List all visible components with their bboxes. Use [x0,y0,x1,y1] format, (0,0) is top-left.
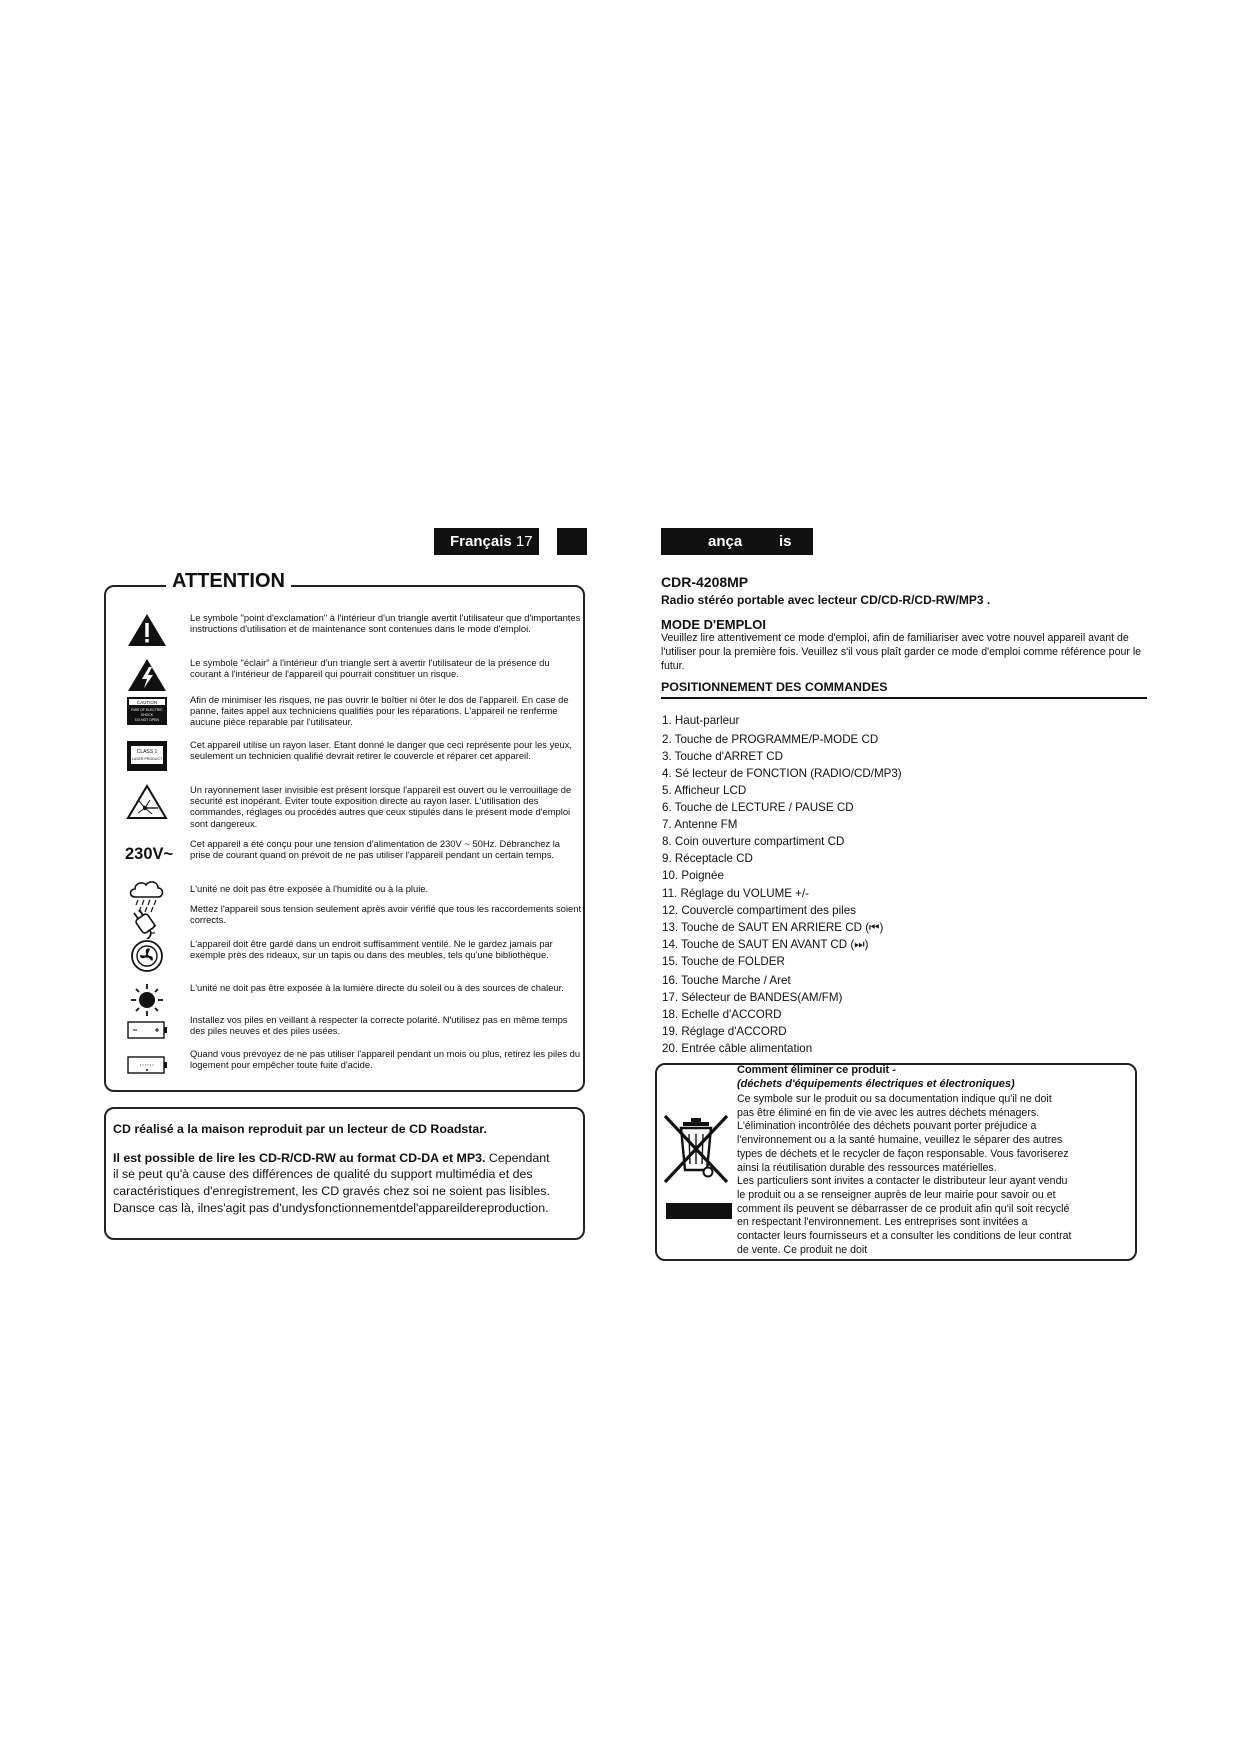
attention-title: ATTENTION [166,570,291,593]
page-number: 17 [515,533,533,550]
control-list-item: 9. Réceptacle CD [662,852,753,865]
recycling-line: de vente. Ce produit ne doit [737,1243,868,1256]
attention-item [126,694,582,734]
sun-icon [126,982,168,1018]
attention-item-text: Installez vos piles en veillant à respecter la correcte polarité. N'utilisez pas en même temps des piles neuves et des piles usées. [190,1014,568,1037]
control-list-item: 14. Touche de SAUT EN AVANT CD (⏭) [662,938,869,951]
language-label-fragment-a: ança [708,533,743,550]
attention-item [126,903,582,943]
control-list-item: 8. Coin ouverture compartiment CD [662,835,845,848]
voltage-230v-icon: 230V~ [125,845,174,863]
recycling-line: L'élimination incontrôlée des déchets pouvant porter préjudice a [737,1120,1037,1133]
language-label: Français [450,533,512,550]
header-tab-left [434,528,539,555]
cd-info-bold: Il est possible de lire les CD-R/CD-RW au format CD-DA et MP3. [113,1151,486,1165]
caution-label-line: DO NOT OPEN [135,718,159,722]
recycling-line: en respectant l'environnement. Les entreprises sont invitées a [737,1216,1028,1229]
attention-item-text: L'appareil doit être gardé dans un endroit suffisamment ventilé. Ne le gardez jamais par exemple près des rideaux, sur un tapis ou dans des meubles, tels qu'une bibliothèque. [190,938,553,961]
attention-item-text: L'unité ne doit pas être exposée à la lumière directe du soleil ou à des sources de chaleur. [190,982,564,993]
control-list-item: 15. Touche de FOLDER [662,955,785,968]
caution-label-icon [126,694,168,730]
control-list-item: 11. Réglage du VOLUME +/- [662,887,810,900]
positions-underline [661,697,1147,699]
control-list-item: 5. Afficheur LCD [662,784,747,797]
attention-item [126,784,582,829]
attention-item-text: Un rayonnement laser invisible est présent lorsque l'appareil est ouvert ou le verrouillage de sécurité est inopérant. Eviter toute exposition directe au rayon laser. L'utilisation des commandes, réglages ou procédés autres que ceux stipulés dans le présent mode d'emploi sont dangereux. [190,784,572,829]
attention-item [126,657,582,697]
attention-item [126,1048,582,1088]
crossed-bin-icon [661,1112,731,1186]
control-list-item: 3. Touche d'ARRET CD [662,750,783,763]
recycling-line: types de déchets et le recycler de façon responsable. Vous favoriserez [737,1147,1069,1160]
control-list-item: 2. Touche de PROGRAMME/P-MODE CD [662,733,879,746]
caution-label-line: RISK OF ELECTRIC [131,708,163,712]
recycling-subtitle: (déchets d'équipements électriques et électroniques) [737,1078,1015,1090]
attention-item [126,838,582,878]
attention-item [126,938,582,978]
attention-item-text: Mettez l'appareil sous tension seulement après avoir vérifié que tous les raccordements soient corrects. [190,903,582,926]
header-black-square [557,528,587,555]
plug-icon [126,903,168,939]
cd-info-line: Dansce cas là, ilnes'agit pas d'undysfonctionnementdel'appareildereproduction. [113,1201,549,1215]
control-list-item: 12. Couvercle compartiment des piles [662,904,856,917]
attention-item-text: Afin de minimiser les risques, ne pas ouvrir le boîtier ni ôter le dos de l'appareil. En case de panne, faites appel aux techniciens qualifiés pour les réparations. L'appareil ne renferme aucune pièce reparable par l'utilisateur. [190,694,569,728]
control-list-item: 13. Touche de SAUT EN ARRIERE CD (⏮) [662,921,884,934]
cd-info-tail: Cependant [485,1151,550,1165]
control-list-item: 7. Antenne FM [662,818,738,831]
recycling-line: contacter leurs fournisseurs et a consulter les conditions de leur contrat [737,1230,1072,1243]
cd-info-line: il se peut qu'à cause des différences de qualité du support multimédia et des [113,1167,533,1181]
positions-heading: POSITIONNEMENT DES COMMANDES [661,680,888,694]
control-list-item: 20. Entrée câble alimentation [662,1042,813,1055]
caution-label-line: SHOCK [140,713,154,717]
control-list-item: 10. Poignée [662,869,724,882]
attention-item [126,612,582,652]
recycling-line: le produit ou a se renseigner auprès de leur mairie pour savoir ou et [737,1188,1056,1201]
weee-black-bar [666,1203,732,1219]
exclamation-triangle-icon [126,612,168,648]
product-subtitle: Radio stéréo portable avec lecteur CD/CD-R/CD-RW/MP3 . [661,593,991,607]
caution-label-line: CAUTION [136,700,158,705]
attention-item-text: Le symbole "éclair" à l'intérieur d'un triangle sert à avertir l'utilisateur de la présence du courant à l'intérieur de l'appareil qui pourrait constituer un risque. [190,657,550,680]
cd-info-line [113,1150,579,1166]
cd-info-title: CD réalisé a la maison reproduit par un lecteur de CD Roadstar. [113,1122,487,1136]
lightning-triangle-icon [126,657,168,693]
laser-warning-icon [126,784,168,820]
attention-item-text: Le symbole "point d'exclamation" à l'intérieur d'un triangle avertit l'utilisateur que d'importantes instructions d'utilisation et de maintenance sont contenues dans le mode d'emploi. [190,612,581,635]
mode-emploi-heading: MODE D'EMPLOI [661,617,766,632]
control-list-item: 4. Sé lecteur de FONCTION (RADIO/CD/MP3) [662,767,902,780]
recycling-line: comment ils peuvent se débarrasser de ce produit afin qu'il soit recyclé [737,1202,1070,1215]
attention-item-text: Quand vous prévoyez de ne pas utiliser l'appareil pendant un mois ou plus, retirez les piles du logement pour empêcher toute fuite d'acide. [190,1048,581,1071]
recycling-line: l'environnement ou a la santé humaine, veuillez le séparer des autres [737,1134,1063,1147]
class1-label-line: CLASS 1 [136,749,158,755]
control-list-item: 16. Touche Marche / Aret [662,974,791,987]
control-list-item: 6. Touche de LECTURE / PAUSE CD [662,801,854,814]
attention-item [126,739,582,779]
language-label-fragment-b: is [779,533,792,550]
battery-polarity-icon [126,1014,168,1050]
class1-label-line: LASER PRODUCT [131,757,163,761]
recycling-line: Les particuliers sont invites a contacter le distributeur leur ayant vendu [737,1175,1068,1188]
header-tab-right [661,528,813,555]
control-list-item: 1. Haut-parleur [662,714,740,727]
control-list-item: 18. Echelle d'ACCORD [662,1008,782,1021]
control-list-item: 19. Réglage d'ACCORD [662,1025,787,1038]
attention-item-text: L'unité ne doit pas être exposée à l'humidité ou à la pluie. [190,883,429,894]
attention-item-text: Cet appareil a été conçu pour une tension d'alimentation de 230V ~ 50Hz. Débranchez la prise de courant quand on prévoit de ne pas utiliser l'appareil pendant un certain temps. [190,838,561,861]
recycling-line: ainsi la réutilisation durable des ressources matérielles. [737,1161,997,1174]
recycling-text [737,1093,1133,1257]
model-number: CDR-4208MP [661,574,749,590]
recycling-line: Ce symbole sur le produit ou sa documentation indique qu'il ne doit [737,1093,1052,1105]
recycling-line: pas être éliminé en fin de vie avec les autres déchets ménagers. [737,1106,1040,1119]
class1-laser-label-icon [126,739,168,775]
mode-emploi-text: Veuillez lire attentivement ce mode d'emploi, afin de familiariser avec votre nouvel appareil avant de l'utiliser pour la première fois. Veuillez s'il vous plaît garder ce mode d'emploi comme référence pour le futur. [661,632,1142,672]
cd-info-line: caractéristiques d'enregistrement, les CD gravés chez soi ne soient pas lisibles. [113,1184,550,1198]
attention-item-text: Cet appareil utilise un rayon laser. Etant donné le danger que ceci représente pour les yeux, seulement un technicien qualifié devrait retirer le couvercle et réparer cet appareil. [190,739,573,762]
recycling-title: Comment éliminer ce produit - [737,1064,896,1076]
ventilation-fan-icon [126,938,168,974]
control-list-item: 17. Sélecteur de BANDES(AM/FM) [662,991,843,1004]
battery-icon [126,1048,168,1084]
